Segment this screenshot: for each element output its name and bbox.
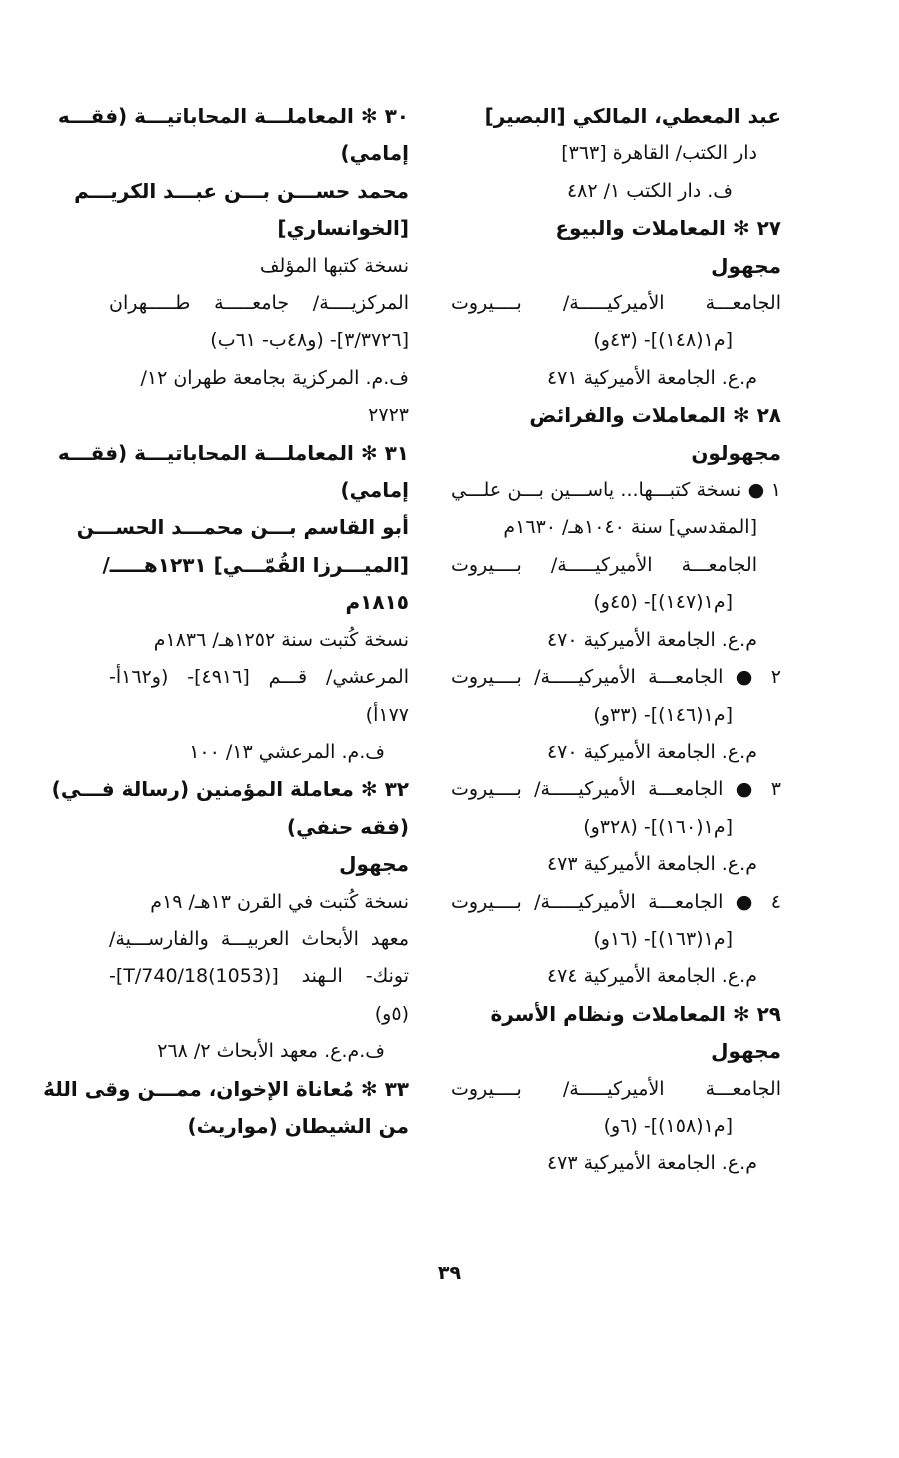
right-column-line: مجهول <box>711 253 781 278</box>
right-column-line: م.ع. الجامعة الأميركية ٤٧١ <box>546 366 757 389</box>
left-column-line: من الشيطان (مواريث) <box>187 1113 409 1138</box>
left-column-line: معهد الأبحاث العربيـــة والفارســـية/ <box>109 927 409 950</box>
right-column <box>451 98 781 1183</box>
right-column-line: م.ع. الجامعة الأميركية ٤٧٣ <box>546 1152 757 1175</box>
right-column-line: م.ع. الجامعة الأميركية ٤٧٠ <box>546 628 757 651</box>
left-column-line: إمامي) <box>340 478 409 503</box>
left-column-line: (٥و) <box>374 1002 409 1025</box>
right-column-line: م.ع. الجامعة الأميركية ٤٧٤ <box>546 965 757 988</box>
right-column-line: [م١(١٤٨)]- (٤٣و) <box>593 329 733 352</box>
left-column-line: [الخوانساري] <box>277 216 409 241</box>
left-column-line: محمد حســـن بـــن عبـــد الكريـــم <box>74 178 409 203</box>
right-column-line: ١ ● نسخة كتبـــها... ياســـين بـــن علـــي <box>451 479 781 502</box>
right-column-line: الجامعـــة الأميركيـــــة/ بــــيروت <box>451 1077 781 1100</box>
left-column-line: المركزيــــة/ جامعـــــة طـــــهران <box>109 292 409 315</box>
right-column-line: [م١(١٥٨)]- (٦و) <box>603 1114 733 1137</box>
left-column-line: نسخة كُتبت في القرن ١٣هـ/ ١٩م <box>150 890 409 913</box>
left-column-line: [الميـــرزا القُمّـــي] ١٢٣١هـــــ/ <box>102 552 409 577</box>
left-column-line: [٣/٣٧٢٦]- (و٤٨ب- ٦١ب) <box>210 329 409 352</box>
right-column-line: مجهولون <box>691 440 781 465</box>
right-column-line: ٢٨ ✻ المعاملات والفرائض <box>529 403 781 428</box>
page-number: ٣٩ <box>437 1262 462 1284</box>
left-column <box>43 98 409 1145</box>
right-column-line: م.ع. الجامعة الأميركية ٤٧٣ <box>546 853 757 876</box>
left-column-line: ٣٢ ✻ معاملة المؤمنين (رسالة فـــي) <box>51 777 409 802</box>
right-column-line: م.ع. الجامعة الأميركية ٤٧٠ <box>546 740 757 763</box>
left-column-line: المرعشي/ قـــم [٤٩١٦]- (و١٦٢أ- <box>109 666 409 689</box>
left-column-line: نسخة كُتبت سنة ١٢٥٢هـ/ ١٨٣٦م <box>153 628 409 651</box>
left-column-line: تونك- الـهند [T/740/18(1053)]- <box>109 965 409 988</box>
right-column-line: [م١(١٤٧)]- (٤٥و) <box>593 591 733 614</box>
left-column-line: ٣٣ ✻ مُعاناة الإخوان، ممـــن وقى اللهُ <box>43 1076 409 1101</box>
left-column-line: إمامي) <box>340 141 409 166</box>
left-column-line: ٣١ ✻ المعاملـــة المحاباتيـــة (فقـــه <box>57 440 409 465</box>
left-column-line: نسخة كتبها المؤلف <box>259 254 409 277</box>
left-column-line: أبو القاسم بـــن محمـــد الحســـن <box>76 515 409 540</box>
left-column-line: ف.م.ع. معهد الأبحاث ٢/ ٢٦٨ <box>157 1040 385 1063</box>
left-column-line: ف.م. المركزية بجامعة طهران ١٢/ <box>140 366 409 389</box>
left-column-line: مجهول <box>339 852 409 877</box>
right-column-line: ٤ ● الجامعـــة الأميركيـــــة/ بــــيروت <box>451 890 781 913</box>
right-column-line: مجهول <box>711 1039 781 1064</box>
left-column-line: ف.م. المرعشي ١٣/ ١٠٠ <box>189 740 385 763</box>
right-column-line: ٢ ● الجامعـــة الأميركيـــــة/ بــــيروت <box>451 666 781 689</box>
left-column-line: ١٧٧أ) <box>365 703 409 726</box>
left-column-line: ٣٠ ✻ المعاملـــة المحاباتيـــة (فقـــه <box>57 104 409 128</box>
right-column-line: ٢٩ ✻ المعاملات ونظام الأسرة <box>490 1001 781 1026</box>
right-column-line: [م١(١٦٣)]- (١٦و) <box>593 927 733 950</box>
right-column-line: ٣ ● الجامعـــة الأميركيـــــة/ بــــيروت <box>451 778 781 801</box>
right-column-line: الجامعـــة الأميركيـــــة/ بــــيروت <box>451 292 781 315</box>
right-column-line: الجامعـــة الأميركيـــــة/ بــــيروت <box>451 553 757 576</box>
left-column-line: ١٨١٥م <box>345 590 409 615</box>
right-column-line: ٢٧ ✻ المعاملات والبيوع <box>555 216 781 241</box>
left-column-line: (فقه حنفي) <box>286 814 409 839</box>
left-column-line: ٢٧٢٣ <box>368 404 409 427</box>
right-column-line: ف. دار الكتب ١/ ٤٨٢ <box>566 179 733 202</box>
right-column-line: [المقدسي] سنة ١٠٤٠هـ/ ١٦٣٠م <box>503 516 757 539</box>
right-column-line: عبد المعطي، المالكي [البصير] <box>484 104 781 128</box>
right-column-line: دار الكتب/ القاهرة [٣٦٣] <box>561 142 757 165</box>
right-column-line: [م١(١٤٦)]- (٣٣و) <box>593 703 733 726</box>
right-column-line: [م١(١٦٠)]- (٣٢٨و) <box>583 815 733 838</box>
